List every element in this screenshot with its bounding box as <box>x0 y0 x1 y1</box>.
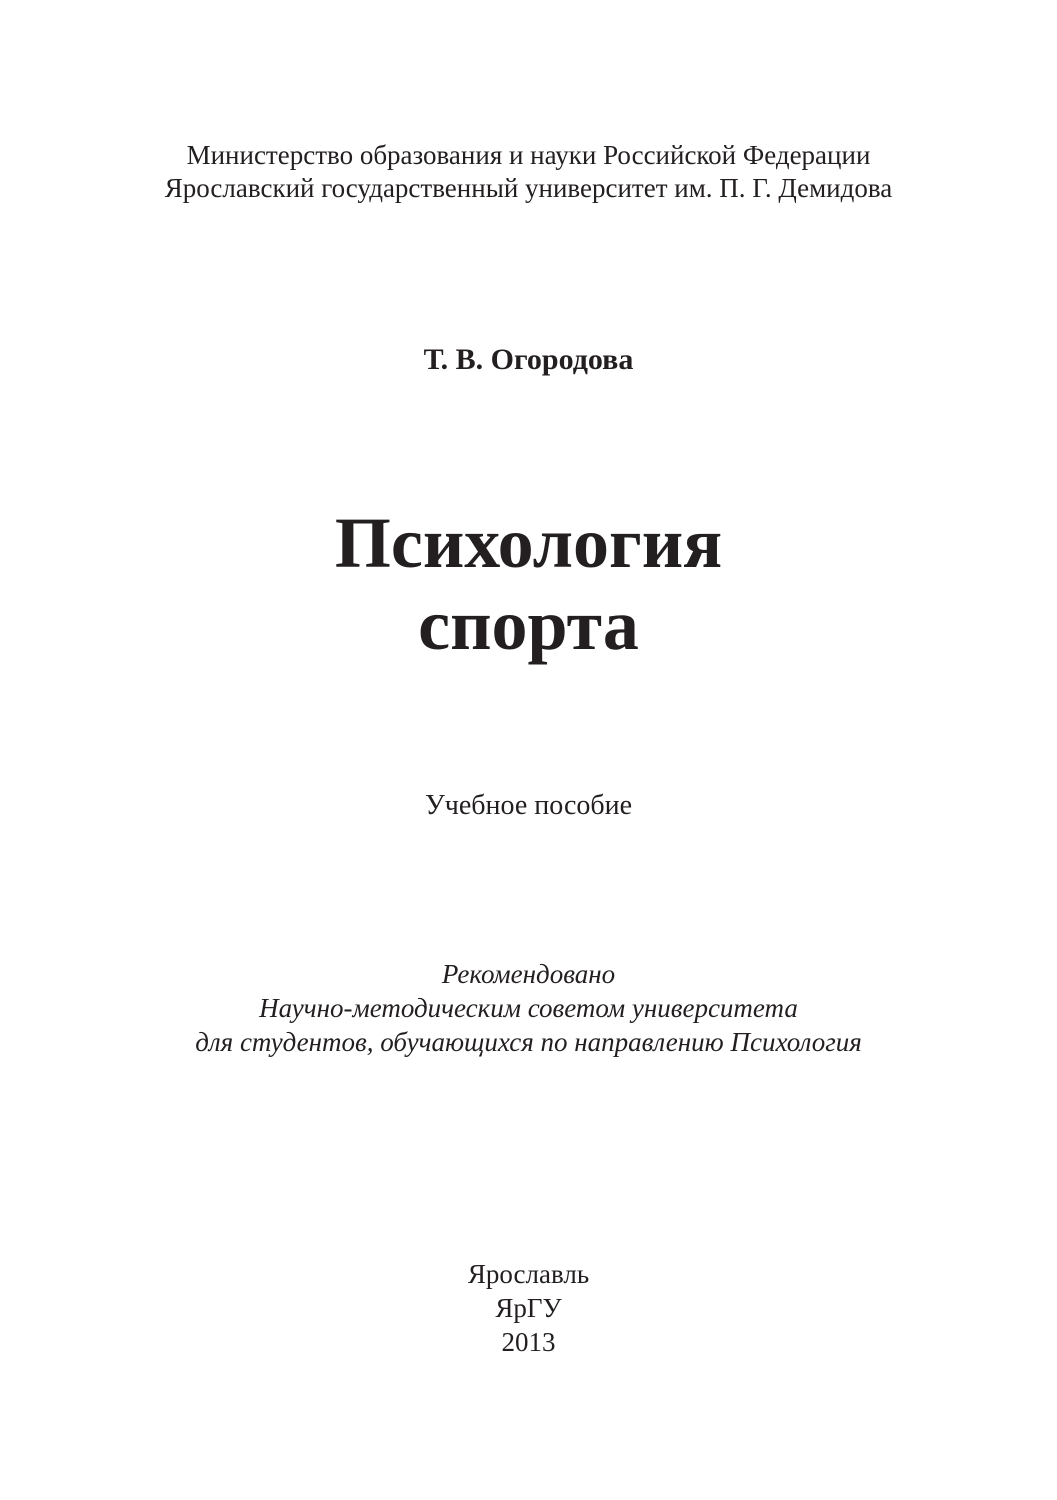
imprint-publisher: ЯрГУ <box>495 1293 562 1323</box>
author-name: Т. В. Огородова <box>423 343 634 376</box>
recommendation-line-3: для студентов, обучающихся по направлению Психология <box>195 1027 862 1057</box>
book-title-line-2: спорта <box>418 585 639 665</box>
imprint-year: 2013 <box>501 1327 556 1357</box>
imprint-city: Ярославль <box>467 1259 590 1289</box>
recommendation-line-2: Научно-методическим советом университета <box>259 993 798 1023</box>
book-title-line-1: Психология <box>334 503 723 583</box>
recommendation-line-1: Рекомендовано <box>441 959 616 989</box>
university-name: Ярославский государственный университет им. П. Г. Демидова <box>164 173 893 203</box>
book-subtitle: Учебное пособие <box>424 790 633 821</box>
ministry-name: Министерство образования и науки Российской Федерации <box>186 140 871 170</box>
